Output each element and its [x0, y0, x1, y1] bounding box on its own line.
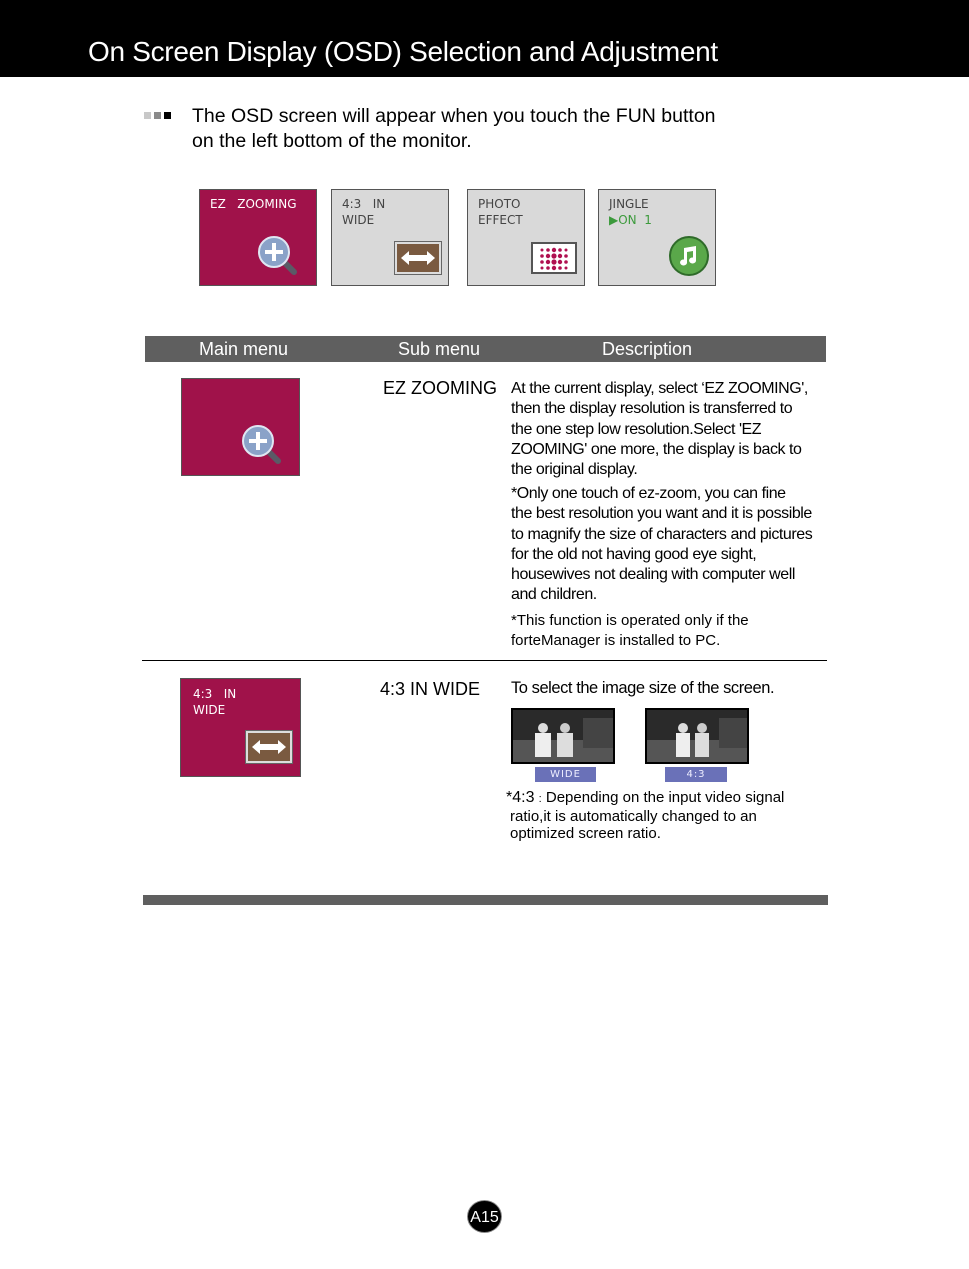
- osd-label: PHOTO EFFECT: [478, 197, 523, 227]
- description-4-3-in-wide: To select the image size of the screen.: [511, 679, 775, 697]
- bullet-squares: [144, 112, 174, 130]
- double-arrow-icon: [395, 242, 441, 274]
- bottom-bar: [143, 895, 828, 905]
- note-forte-manager: *This function is operated only if the forteManager is installed to PC.: [511, 612, 749, 649]
- intro-line-1: The OSD screen will appear when you touch the FUN button: [192, 105, 716, 127]
- osd-label: [609, 196, 652, 228]
- magnifier-plus-icon: [256, 234, 298, 276]
- intro-text: [192, 104, 716, 154]
- submenu-ez-zooming: EZ ZOOMING: [383, 378, 497, 398]
- page-title: On Screen Display (OSD) Selection and Adjustment: [88, 36, 718, 67]
- osd-jingle[interactable]: [598, 189, 716, 286]
- osd-label: EZ ZOOMING: [210, 197, 297, 211]
- intro-line-2: on the left bottom of the monitor.: [192, 130, 472, 152]
- note-aspect-ratio: *4:3 : Depending on the input video signal ratio,it is automatically changed to an optimized screen ratio.: [506, 789, 785, 842]
- row-divider: [142, 660, 827, 661]
- jingle-label: JINGLE: [609, 197, 649, 211]
- osd-label: 4:3 IN WIDE: [193, 687, 237, 717]
- caption-wide: WIDE: [535, 767, 596, 782]
- header-sub-menu: Sub menu: [398, 339, 481, 359]
- submenu-4-3-in-wide: 4:3 IN WIDE: [380, 679, 481, 699]
- main-menu-4-3-in-wide: [180, 678, 301, 777]
- osd-photo-effect[interactable]: [467, 189, 585, 286]
- magnifier-plus-icon: [240, 423, 282, 465]
- caption-4-3: 4:3: [665, 767, 727, 782]
- osd-label: 4:3 IN WIDE: [342, 197, 386, 227]
- page-number: A15: [467, 1200, 502, 1233]
- main-menu-ez-zooming: [181, 378, 300, 476]
- description-ez-zooming: At the current display, select ‘EZ ZOOMING', then the display resolution is transferred to the one step low resolution.Select 'EZ ZOOMING' one more, the display is back to the original display.: [511, 380, 808, 479]
- description-ez-zooming-extra: *Only one touch of ez-zoom, you can fine the best resolution you want and it is possible to magnify the size of characters and pictures for the old not having good eye sight, housewives not dealing with computer well and children.: [511, 485, 813, 604]
- double-arrow-icon: [246, 731, 292, 763]
- wide-preview-image: [511, 708, 615, 764]
- jingle-value: ▶ON 1: [609, 213, 652, 227]
- 4-3-preview-image: [645, 708, 749, 764]
- table-header: [145, 336, 826, 362]
- music-note-icon: [669, 236, 709, 276]
- dot-grid-icon: [531, 242, 577, 274]
- play-triangle-icon: ▶: [609, 213, 619, 227]
- header-main-menu: Main menu: [199, 339, 289, 359]
- header-description: Description: [602, 339, 693, 359]
- osd-4-3-in-wide[interactable]: [331, 189, 449, 286]
- osd-ez-zooming[interactable]: [199, 189, 317, 286]
